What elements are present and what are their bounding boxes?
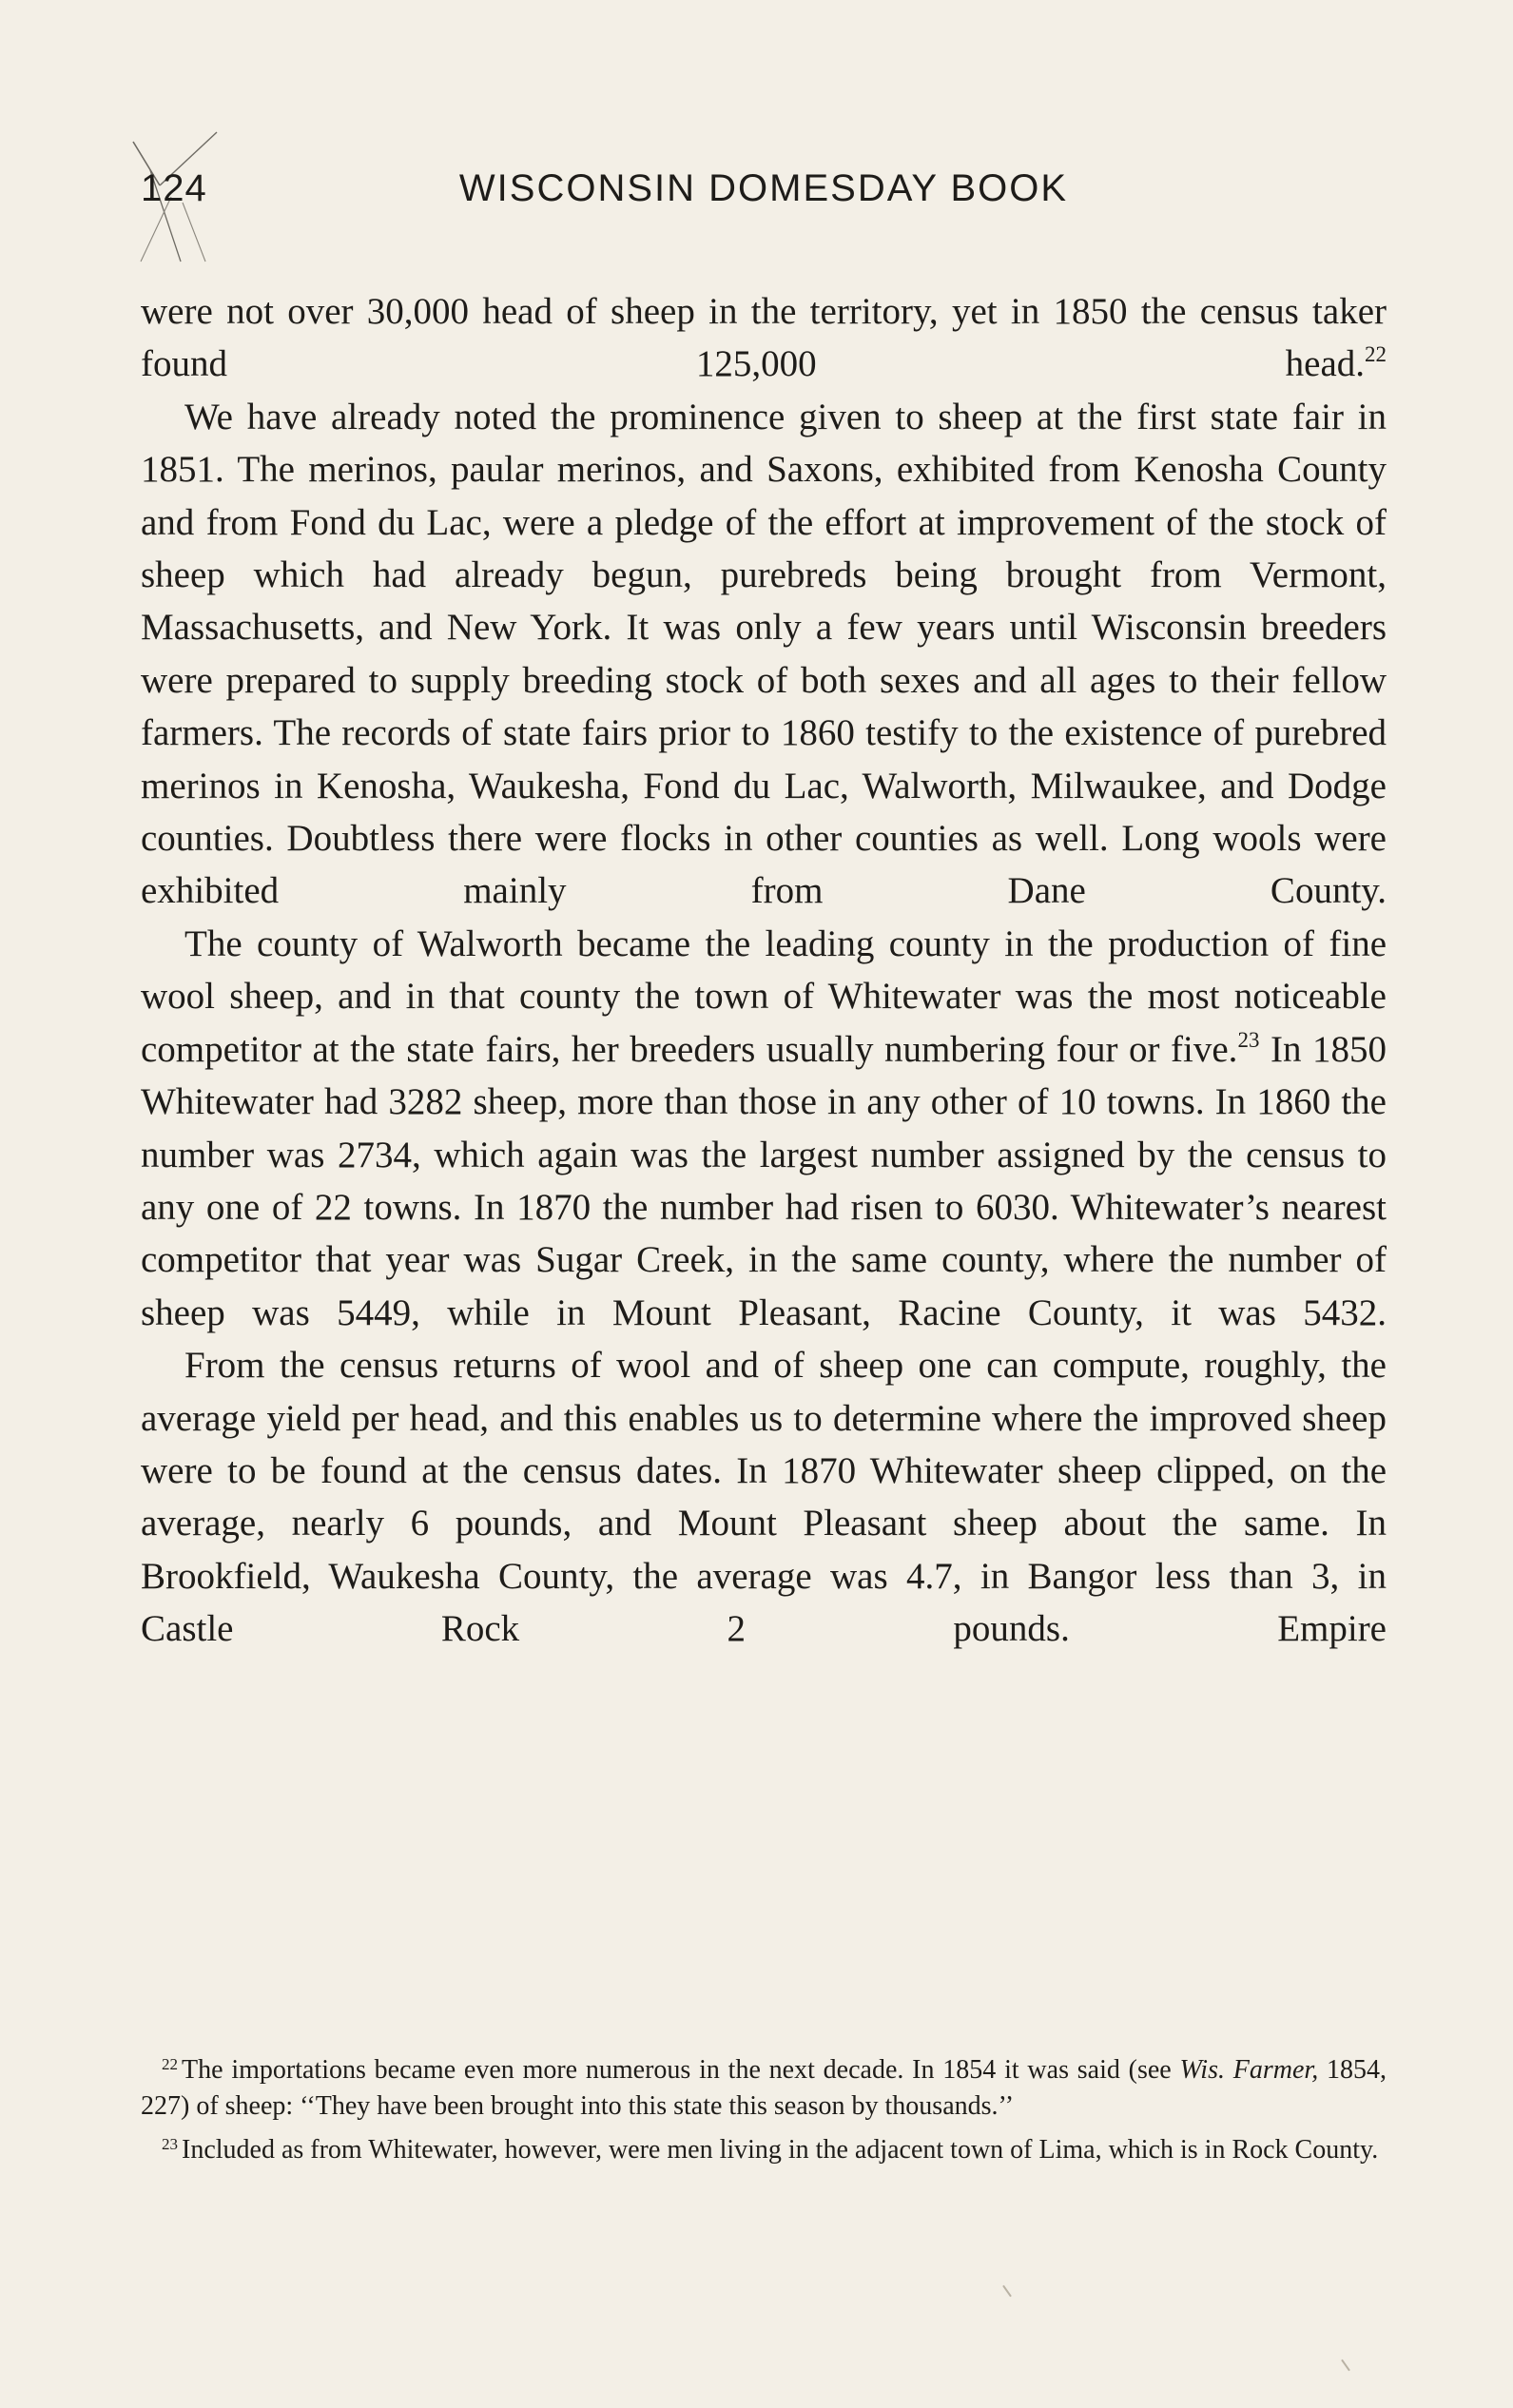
paragraph-3-text-b: In 1850 Whitewater had 3282 sheep, more than those in any other of 10 towns. In 1860 the number was 2734, which again was the largest number assigned by the census to any one of 22 towns. In 1870 the number had risen to 6030. Whitewater’s nearest competitor that year was Sugar Creek, in the same county, where the number of sheep was 5449, while in Mount Pleasant, Racine County, it was 5432. (141, 1028, 1387, 1333)
footnote-22 (141, 2052, 1387, 2125)
footnote-23-text: Included as from Whitewater, however, were men living in the adjacent town of Lima, which is in Rock County. (182, 2135, 1379, 2165)
footnote-22-italic: Wis. Farmer, (1179, 2055, 1319, 2085)
paragraph-3-text-a: The county of Walworth became the leading county in the production of fine wool sheep, and in that county the town of Whitewater was the most noticeable competitor at the state fairs, her breeders usually numbering four or five. (141, 922, 1387, 1070)
running-head: WISCONSIN DOMESDAY BOOK (458, 167, 1069, 209)
footnote-ref-23: 23 (1237, 1027, 1260, 1052)
paragraph-3 (141, 918, 1387, 1339)
footnote-marker-23: 23 (162, 2135, 178, 2153)
footnote-23 (141, 2132, 1387, 2168)
footnote-22-text-a: The importations became even more numerous in the next decade. In 1854 it was said (see (182, 2055, 1180, 2085)
footnotes (141, 2052, 1387, 2176)
footnote-ref-22: 22 (1365, 342, 1387, 367)
paragraph-1 (141, 285, 1387, 391)
scan-speck (1341, 2359, 1350, 2372)
body-text (141, 285, 1387, 1656)
page-number: 124 (141, 167, 207, 209)
footnote-marker-22: 22 (162, 2055, 178, 2073)
page-header (141, 167, 1387, 234)
paragraph-1-text: were not over 30,000 head of sheep in the territory, yet in 1850 the census taker found 125,000 head. (141, 291, 1387, 385)
footnote-22-text-b: 1854, 227) of sheep: ‘‘They have been brought into this state this season by thousands.’’ (141, 2055, 1387, 2121)
paragraph-4: From the census returns of wool and of sheep one can compute, roughly, the average yield per head, and this enables us to determine where the improved sheep were to be found at the census dates. In 1870 Whitewater sheep clipped, on the average, nearly 6 pounds, and Mount Pleasant sheep about the same. In Brookfield, Waukesha County, the average was 4.7, in Bangor less than 3, in Castle Rock 2 pounds. Empire (141, 1345, 1387, 1650)
paragraph-2: We have already noted the prominence given to sheep at the first state fair in 1851. The merinos, paular merinos, and Saxons, exhibited from Kenosha County and from Fond du Lac, were a pledge of the effort at improvement of the stock of sheep which had already begun, purebreds being brought from Vermont, Massachusetts, and New York. It was only a few years until Wisconsin breeders were prepared to supply breeding stock of both sexes and all ages to their fellow farmers. The records of state fairs prior to 1860 testify to the existence of purebred merinos in Kenosha, Waukesha, Fond du Lac, Walworth, Milwaukee, and Dodge counties. Doubtless there were flocks in other counties as well. Long wools were exhibited mainly from Dane County. (141, 396, 1387, 912)
scan-speck (1002, 2285, 1012, 2298)
